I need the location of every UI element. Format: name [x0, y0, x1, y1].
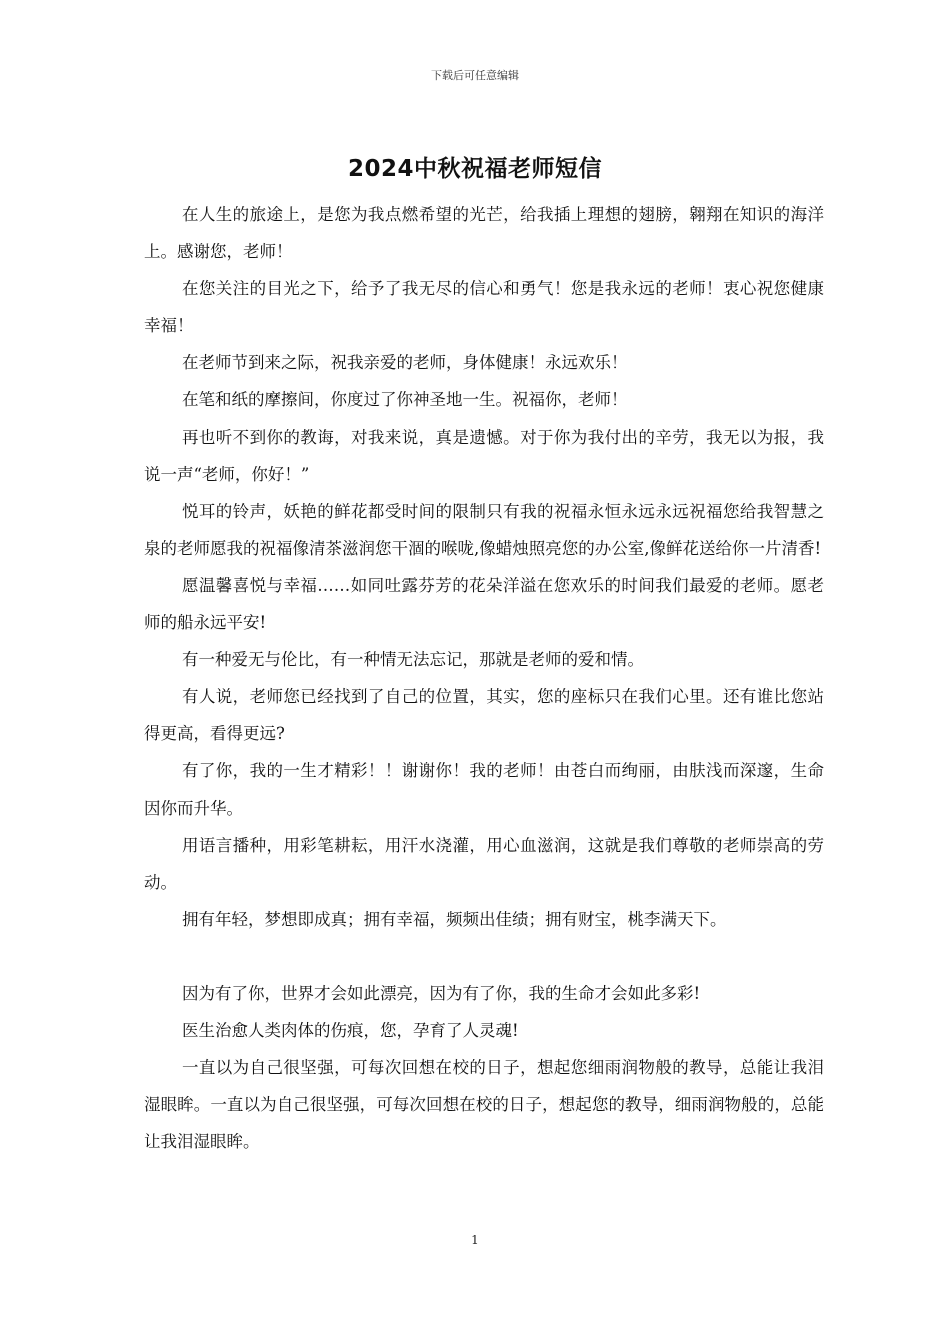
paragraph: 用语言播种，用彩笔耕耘，用汗水浇灌，用心血滋润，这就是我们尊敬的老师崇高的劳动。	[144, 835, 824, 892]
paragraph: 拥有年轻，梦想即成真；拥有幸福，频频出佳绩；拥有财宝，桃李满天下。	[181, 909, 727, 929]
page-number: 1	[471, 1233, 479, 1247]
paragraph: 一直以为自己很坚强，可每次回想在校的日子，想起您细雨润物般的教导，总能让我泪湿眼眸。一直以为自己很坚强，可每次回想在校的日子，想起您的教导，细雨润物般的，总能让我泪湿眼眸。	[144, 1058, 824, 1152]
paragraph: 有了你，我的一生才精彩！！谢谢你！我的老师！由苍白而绚丽，由肤浅而深邃，生命因你而升华。	[144, 761, 824, 818]
paragraph: 有一种爱无与伦比，有一种情无法忘记，那就是老师的爱和情。	[181, 650, 644, 670]
paragraph: 在笔和纸的摩擦间，你度过了你神圣地一生。祝福你，老师！	[181, 390, 628, 410]
paragraph: 再也听不到你的教诲，对我来说，真是遗憾。对于你为我付出的辛劳，我无以为报，我说一声“老师，你好！”	[144, 427, 824, 484]
paragraph: 有人说，老师您已经找到了自己的位置，其实，您的座标只在我们心里。还有谁比您站得更高，看得更远?	[144, 687, 824, 744]
page-header-note: 下载后可任意编辑	[431, 69, 519, 82]
paragraph: 在您关注的目光之下，给予了我无尽的信心和勇气！您是我永远的老师！衷心祝您健康幸福！	[144, 279, 824, 336]
paragraph: 因为有了你，世界才会如此漂亮，因为有了你，我的生命才会如此多彩!	[181, 983, 701, 1003]
document-title: 2024中秋祝福老师短信	[347, 156, 602, 182]
paragraph: 愿温馨喜悦与幸福……如同吐露芬芳的花朵洋溢在您欢乐的时间我们最爱的老师。愿老师的船永远平安!	[144, 575, 824, 633]
paragraph: 在人生的旅途上，是您为我点燃希望的光芒，给我插上理想的翅膀，翱翔在知识的海洋上。感谢您，老师！	[144, 205, 824, 262]
paragraph: 悦耳的铃声，妖艳的鲜花都受时间的限制只有我的祝福永恒永远永远祝福您给我智慧之泉的老师愿我的祝福像清茶滋润您干涸的喉咙,像蜡烛照亮您的办公室,像鲜花送给你一片清香!	[144, 501, 824, 558]
paragraph: 医生治愈人类肉体的伤痕，您，孕育了人灵魂!	[181, 1020, 519, 1040]
document-body	[144, 196, 824, 1160]
paragraph: 在老师节到来之际，祝我亲爱的老师，身体健康！永远欢乐！	[181, 353, 628, 373]
